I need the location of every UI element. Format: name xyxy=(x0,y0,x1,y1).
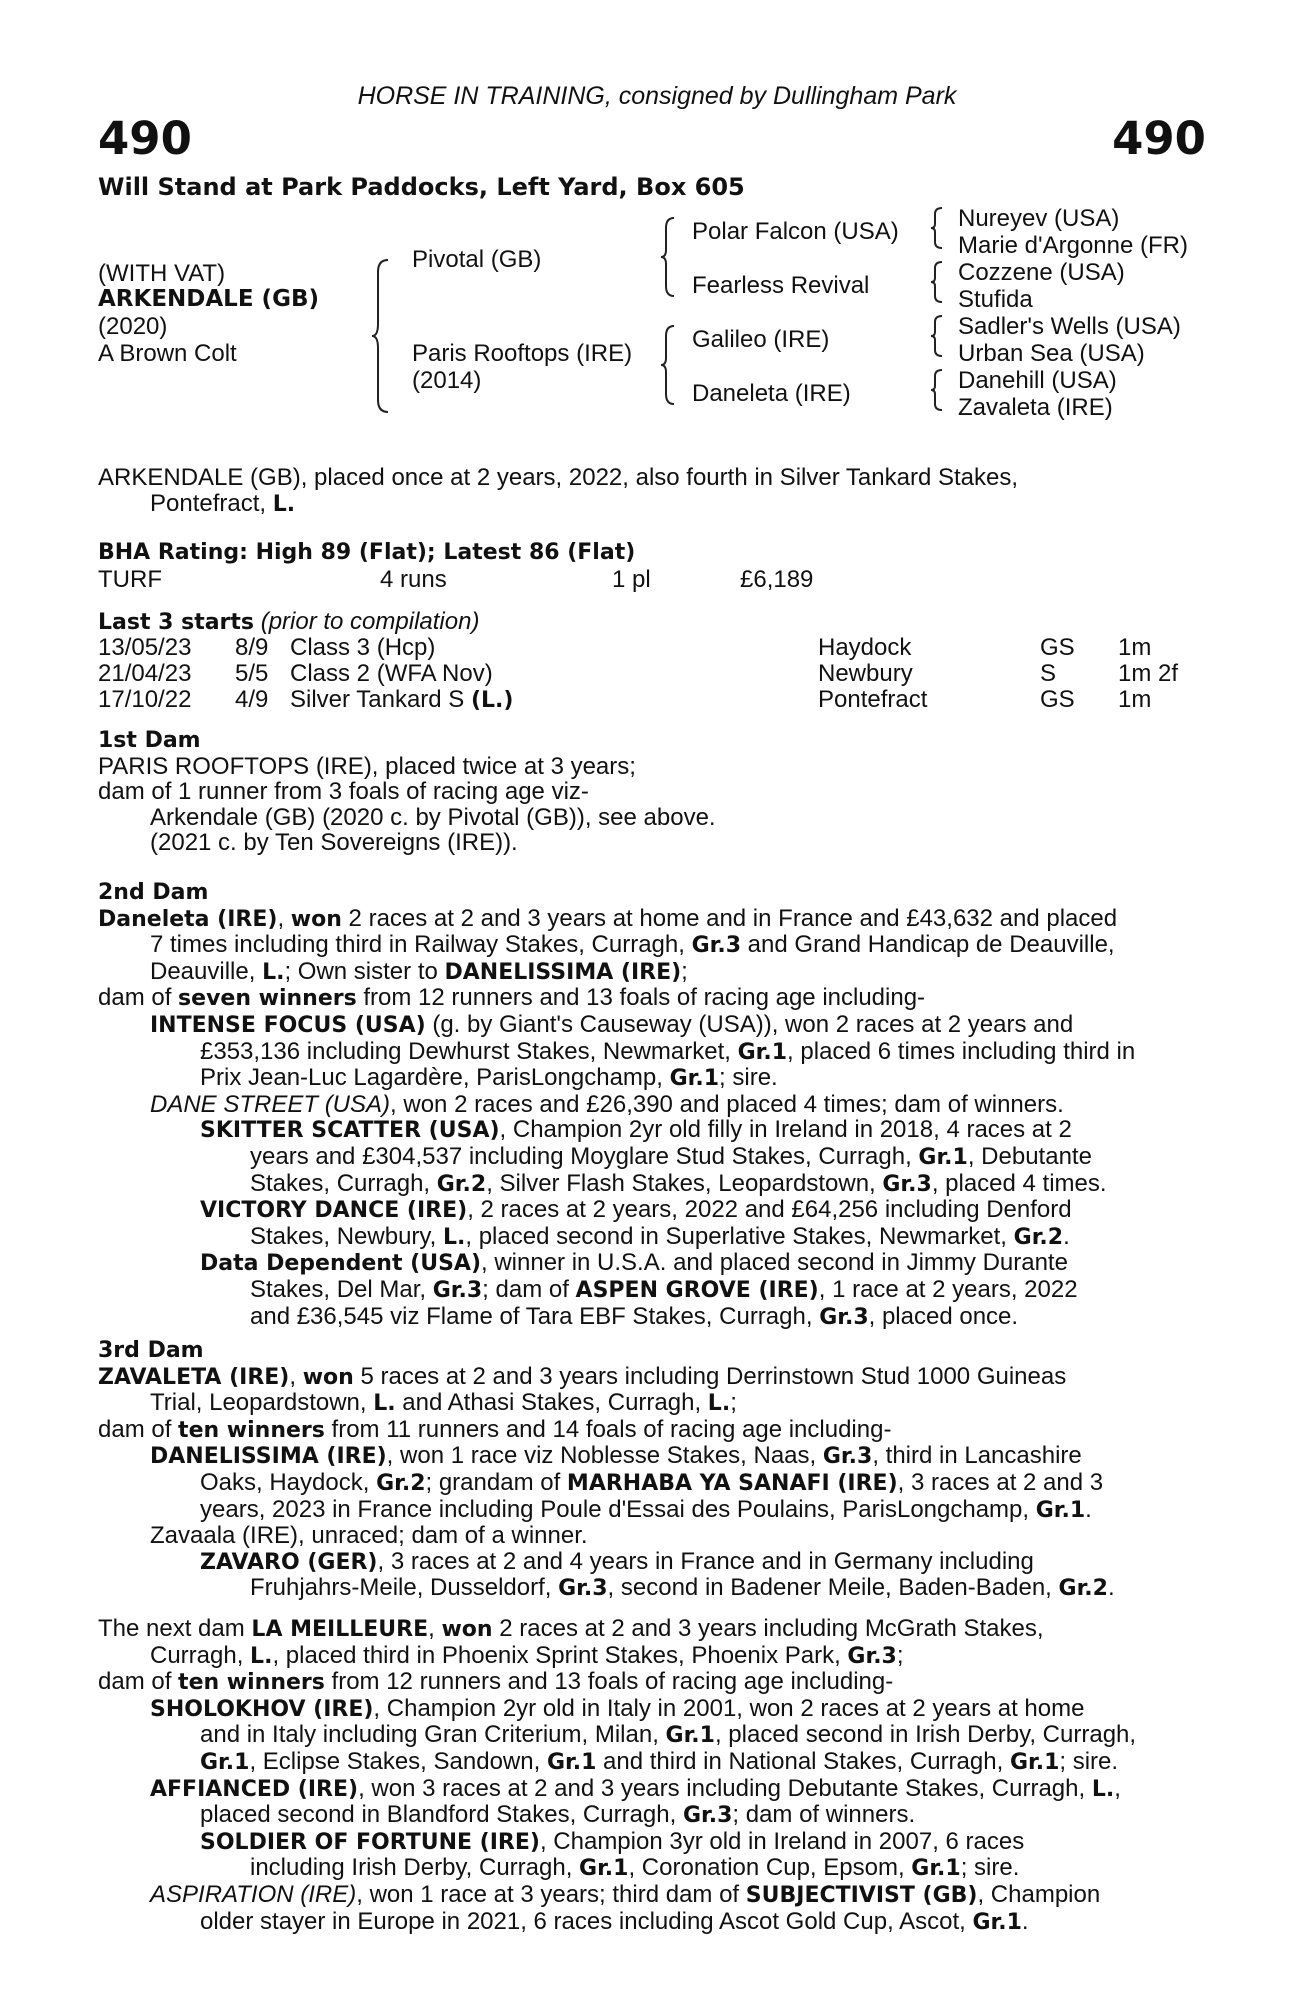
sire-brace xyxy=(660,216,678,298)
sdd: Stufida xyxy=(958,286,1033,313)
first-dam-section: 1st Dam PARIS ROOFTOPS (IRE), placed twice at 3 years; dam of 1 runner from 3 foals of racing age viz- Arkendale (GB) (2020 c. by Pivotal (GB)), see above. (2021 c. by Ten Sovereigns (IRE)). xyxy=(98,728,1206,856)
horse-name: ARKENDALE (GB) xyxy=(98,286,319,312)
sss: Nureyev (USA) xyxy=(958,205,1120,232)
sire-name: Pivotal (GB) xyxy=(412,246,542,273)
dss: Sadler's Wells (USA) xyxy=(958,313,1181,340)
sds: Cozzene (USA) xyxy=(958,259,1125,286)
brace-g3 xyxy=(930,314,946,358)
dam-sire: Galileo (IRE) xyxy=(692,326,830,353)
catalogue-page: HORSE IN TRAINING, consigned by Dullingham Park 490 490 Will Stand at Park Paddocks, Left Yard, Box 605 (WITH VAT) ARKENDALE (GB) (2020) A Brown Colt Pivotal (GB) Paris Rooftops (IRE) (2014) Polar Falcon (USA) Fearless Revival Galileo (IRE) Daneleta (IRE) Nureyev (USA) Marie d'Argonne (FR) Cozzene (USA) Stufida Sadler's Wells (USA) Urban Sea (USA) Danehill (USA) Zavaleta (IRE) ARKENDALE (GB), placed once at 2 years, 2022, also fourth in Silver Tankard Stakes, Pontefract, L. BHA Rating: High 89 (Flat); Latest 86 (Flat) TURF 4 runs 1 pl £6,189 Last 3 starts (prior to compilation) 13/05/23 8/9 Class 3 (Hcp) Haydock GS 1m 21/04/23 5/5 Class 2 (WFA Nov) Newbury S 1m 2f 17/10/22 4/9 Silver Tankard S (L.) Pontefract GS 1m 1st Dam PARIS ROOFTOPS (IRE), placed twice at 3 years; dam of 1 runner from 3 foals of racing age viz- Arkendale (GB) (2020 c. by Pivotal (GB)), see above. (2021 c. by Ten Sovereigns (IRE)). 2nd Dam Daneleta (IRE), won 2 races at 2 and 3 years at home and in France and £43,632 and placed 7 times including third in Railway Stakes, Curragh, Gr.3 and Grand Handicap de Deauville, Deauville, L.; Own sister to DANELISSIMA (IRE); dam of seven winners from 12 runners and 13 foals of racing age including- INTENSE FOCUS (USA) (g. by Giant's Causeway (USA)), won 2 races at 2 years and £353,136 including Dewhurst Stakes, Newmarket, Gr.1, placed 6 times including third in Prix Jean-Luc Lagardère, ParisLongchamp, Gr.1; sire. DANE STREET (USA), won 2 races and £26,390 and placed 4 times; dam of winners. SKITTER SCATTER (USA), Champion 2yr old filly in Ireland in 2018, 4 races at 2 years and £304,537 including Moyglare Stud Stakes, Curragh, Gr.1, Debutante Stakes, Curragh, Gr.2, Silver Flash Stakes, Leopardstown, Gr.3, placed 4 times. VICTORY DANCE (IRE), 2 races at 2 years, 2022 and £64,256 including Denford Stakes, Newbury, L., placed second in Superlative Stakes, Newmarket, Gr.2. Data Dependent (USA), winner in U.S.A. and placed second in Jimmy Durante Stakes, Del Mar, Gr.3; dam of ASPEN GROVE (IRE), 1 race at 2 years, 2022 and £36,545 viz Flame of Tara EBF Stakes, Curragh, Gr.3, placed once. 3rd Dam ZAVALETA (IRE), won 5 races at 2 and 3 years including Derrinstown Stud 1000 Guineas Trial, Leopardstown, L. and Athasi Stakes, Curragh, L.; dam of ten winners from 11 runners and 14 foals of racing age including- DANELISSIMA (IRE), won 1 race viz Noblesse Stakes, Naas, Gr.3, third in Lancashire Oaks, Haydock, Gr.2; grandam of MARHABA YA SANAFI (IRE), 3 races at 2 and 3 years, 2023 in France including Poule d'Essai des Poulains, ParisLongchamp, Gr.1. Zavaala (IRE), unraced; dam of a winner. ZAVARO (GER), 3 races at 2 and 4 years in France and in Germany including Fruhjahrs-Meile, Dusseldorf, Gr.3, second in Badener Meile, Baden-Baden, Gr.2. The next dam LA MEILLEURE, won 2 races at 2 and 3 years including McGrath Stakes, Curragh, L., placed third in Phoenix Sprint Stakes, Phoenix Park, Gr.3; dam of ten winners from 12 runners and 13 foals of racing age including- SHOLOKHOV (IRE), Champion 2yr old in Italy in 2001, won 2 races at 2 years at home and in Italy including Gran Criterium, Milan, Gr.1, placed second in Irish Derby, Curragh, Gr.1, Eclipse Stakes, Sandown, Gr.1 and third in National Stakes, Curragh, Gr.1; sire. AFFIANCED (IRE), won 3 races at 2 and 3 years including Debutante Stakes, Curragh, L., placed second in Blandford Stakes, Curragh, Gr.3; dam of winners. SOLDIER OF FORTUNE (IRE), Champion 3yr old in Ireland in 2007, 6 races including Irish Derby, Curragh, Gr.1, Coronation Cup, Epsom, Gr.1; sire. ASPIRATION (IRE), won 1 race at 3 years; third dam of SUBJECTIVIST (GB), Champion older stayer in Europe in 2021, 6 races including Ascot Gold Cup, Ascot, Gr.1. xyxy=(0,0,1314,2000)
dam-year: (2014) xyxy=(412,367,482,394)
brace-g4 xyxy=(930,368,946,412)
lot-number-right: 490 xyxy=(1112,112,1206,165)
rating-runs: 4 runs xyxy=(380,566,447,593)
ssd: Marie d'Argonne (FR) xyxy=(958,232,1188,259)
summary-line2: Pontefract, L. xyxy=(150,489,296,517)
dam-name: Paris Rooftops (IRE) xyxy=(412,340,633,367)
next-dam-section: The next dam LA MEILLEURE, won 2 races at 2 and 3 years including McGrath Stakes, Curragh, L., placed third in Phoenix Sprint Stakes, Phoenix Park, Gr.3; dam of ten winners from 12 runners and 13 foals of racing age including- SHOLOKHOV (IRE), Champion 2yr old in Italy in 2001, won 2 races at 2 years at home and in Italy including Gran Criterium, Milan, Gr.1, placed second in Irish Derby, Curragh, Gr.1, Eclipse Stakes, Sandown, Gr.1 and third in National Stakes, Curragh, Gr.1; sire. AFFIANCED (IRE), won 3 races at 2 and 3 years including Debutante Stakes, Curragh, L., placed second in Blandford Stakes, Curragh, Gr.3; dam of winners. SOLDIER OF FORTUNE (IRE), Champion 3yr old in Ireland in 2007, 6 races including Irish Derby, Curragh, Gr.1, Coronation Cup, Epsom, Gr.1; sire. ASPIRATION (IRE), won 1 race at 3 years; third dam of SUBJECTIVIST (GB), Champion older stayer in Europe in 2021, 6 races including Ascot Gold Cup, Ascot, Gr.1. xyxy=(98,1615,1137,1935)
horse-description: A Brown Colt xyxy=(98,340,237,367)
rating-earnings: £6,189 xyxy=(740,566,814,593)
dam-brace xyxy=(660,324,678,406)
stand-location: Will Stand at Park Paddocks, Left Yard, Box 605 xyxy=(98,173,745,201)
dsd: Urban Sea (USA) xyxy=(958,340,1145,367)
consignor-header: HORSE IN TRAINING, consigned by Dullingham Park xyxy=(357,82,957,110)
second-dam-section: 2nd Dam Daneleta (IRE), won 2 races at 2 and 3 years at home and in France and £43,632 and placed 7 times including third in Railway Stakes, Curragh, Gr.3 and Grand Handicap de Deauville, Deauville, L.; Own sister to DANELISSIMA (IRE); dam of seven winners from 12 runners and 13 foals of racing age including- INTENSE FOCUS (USA) (g. by Giant's Causeway (USA)), won 2 races at 2 years and £353,136 including Dewhurst Stakes, Newmarket, Gr.1, placed 6 times including third in Prix Jean-Luc Lagardère, ParisLongchamp, Gr.1; sire. DANE STREET (USA), won 2 races and £26,390 and placed 4 times; dam of winners. SKITTER SCATTER (USA), Champion 2yr old filly in Ireland in 2018, 4 races at 2 years and £304,537 including Moyglare Stud Stakes, Curragh, Gr.1, Debutante Stakes, Curragh, Gr.2, Silver Flash Stakes, Leopardstown, Gr.3, placed 4 times. VICTORY DANCE (IRE), 2 races at 2 years, 2022 and £64,256 including Denford Stakes, Newbury, L., placed second in Superlative Stakes, Newmarket, Gr.2. Data Dependent (USA), winner in U.S.A. and placed second in Jimmy Durante Stakes, Del Mar, Gr.3; dam of ASPEN GROVE (IRE), 1 race at 2 years, 2022 and £36,545 viz Flame of Tara EBF Stakes, Curragh, Gr.3, placed once. xyxy=(98,880,1206,1330)
summary xyxy=(98,465,1206,517)
bha-rating-title: BHA Rating: High 89 (Flat); Latest 86 (Flat) xyxy=(98,540,636,565)
lot-number-left: 490 xyxy=(98,112,192,165)
third-dam-title: 3rd Dam xyxy=(98,1338,204,1363)
brace-g1 xyxy=(930,206,946,250)
horse-year: (2020) xyxy=(98,313,168,340)
second-dam-title: 2nd Dam xyxy=(98,880,209,905)
last-starts-heading: Last 3 starts (prior to compilation) xyxy=(98,608,480,635)
ddd: Zavaleta (IRE) xyxy=(958,394,1113,421)
rating-surface: TURF xyxy=(98,566,162,593)
sire-dam: Fearless Revival xyxy=(692,272,870,299)
third-dam-section: 3rd Dam ZAVALETA (IRE), won 5 races at 2 and 3 years including Derrinstown Stud 1000 Guineas Trial, Leopardstown, L. and Athasi Stakes, Curragh, L.; dam of ten winners from 11 runners and 14 foals of racing age including- DANELISSIMA (IRE), won 1 race viz Noblesse Stakes, Naas, Gr.3, third in Lancashire Oaks, Haydock, Gr.2; grandam of MARHABA YA SANAFI (IRE), 3 races at 2 and 3 years, 2023 in France including Poule d'Essai des Poulains, ParisLongchamp, Gr.1. Zavaala (IRE), unraced; dam of a winner. ZAVARO (GER), 3 races at 2 and 4 years in France and in Germany including Fruhjahrs-Meile, Dusseldorf, Gr.3, second in Badener Meile, Baden-Baden, Gr.2. xyxy=(98,1338,1206,1602)
rating-placings: 1 pl xyxy=(612,566,651,593)
sire-sire: Polar Falcon (USA) xyxy=(692,218,899,245)
first-dam-title: 1st Dam xyxy=(98,728,201,753)
brace-g2 xyxy=(930,260,946,304)
dam-dam: Daneleta (IRE) xyxy=(692,380,851,407)
summary-line1: ARKENDALE (GB), placed once at 2 years, 2022, also fourth in Silver Tankard Stakes, xyxy=(98,464,1019,491)
pedigree-brace xyxy=(370,258,392,414)
vat-note: (WITH VAT) xyxy=(98,260,226,287)
dds: Danehill (USA) xyxy=(958,367,1117,394)
